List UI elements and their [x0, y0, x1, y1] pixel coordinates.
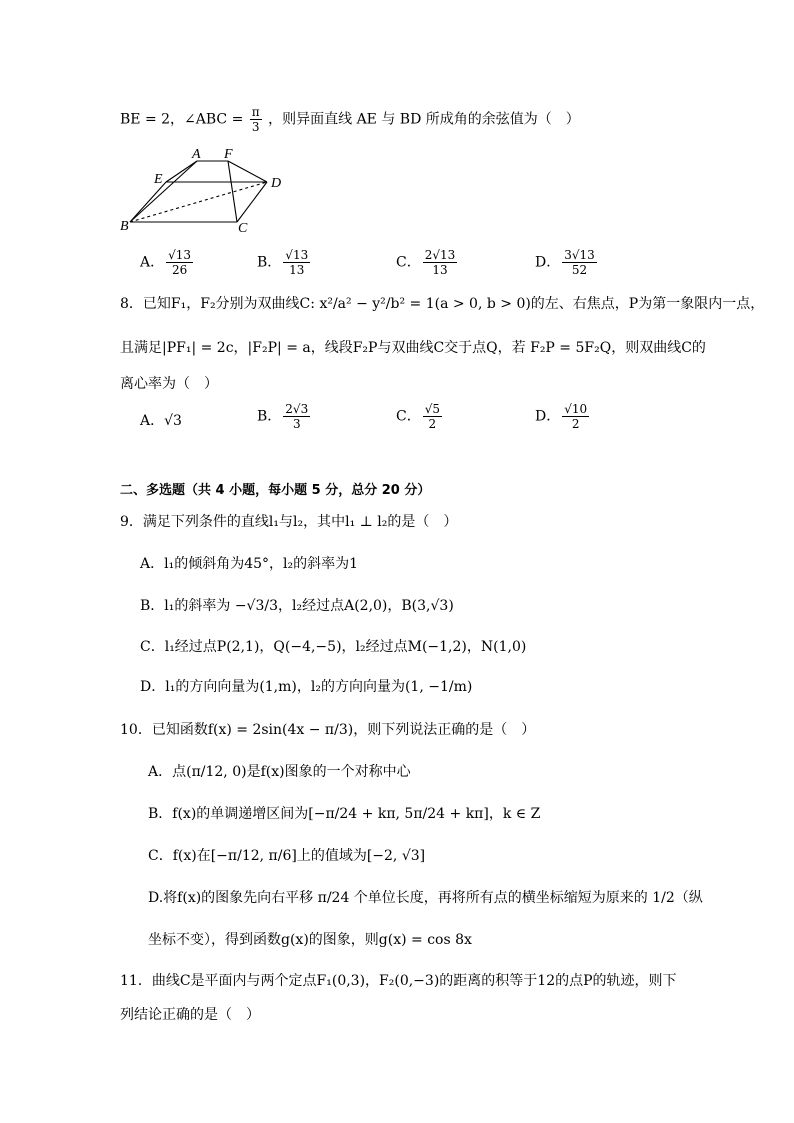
q10-stem: 10．已知函数f(x) = 2sin(4x − π/3)，则下列说法正确的是（ ） [120, 722, 536, 738]
label-A: A [192, 147, 201, 162]
edge-BD [130, 182, 267, 222]
q7-option-c: C． $\frac{2√13}{13}$ [396, 248, 456, 277]
q8-line3: 离心率为（ ） [120, 376, 218, 392]
label-F: F [224, 147, 233, 162]
edge-BA [130, 161, 197, 222]
q7-stem-post: ，则异面直线 AE 与 BD 所成角的余弦值为（ ） [268, 111, 580, 128]
q8-option-b: B． $\frac{2√3}{3}$ [257, 402, 309, 431]
q7-option-d: D． $\frac{3√13}{52}$ [535, 248, 595, 277]
edge-EA [166, 161, 197, 182]
q10-option-a: A．点(π/12, 0)是f(x)图象的一个对称中心 [148, 764, 411, 780]
q8-line1: 8．已知F₁，F₂分别为双曲线C: x²/a² − y²/b² = 1(a > 0, b > 0)的左、右焦点，P为第一象限内一点， [120, 296, 765, 312]
q9-option-a: A．l₁的倾斜角为45°，l₂的斜率为1 [140, 556, 359, 572]
q7-stem-pre: BE = 2，∠ABC = [120, 111, 244, 128]
label-C: C [238, 221, 248, 235]
q8-option-c: C． $\frac{√5}{2}$ [396, 402, 440, 431]
label-E: E [154, 172, 163, 187]
q7-stem-fraction: $\frac{\pi}{3}$ [251, 105, 260, 134]
q7-option-b: B． $\frac{√13}{13}$ [257, 248, 309, 277]
q7-figure [118, 145, 293, 235]
section2-heading: 二、多选题（共 4 小题，每小题 5 分，总分 20 分） [120, 483, 431, 498]
q8-option-a: A．√3 [140, 413, 182, 429]
q10-option-b: B．f(x)的单调递增区间为[−π/24 + kπ, 5π/24 + kπ]，k ∈ Z [148, 806, 541, 822]
q10-option-d-line1: D.将f(x)的图象先向右平移 π/24 个单位长度，再将所有点的横坐标缩短为原来的 1/2（纵 [148, 890, 703, 906]
edge-BE [130, 182, 166, 222]
q7-option-a: A． $\frac{√13}{26}$ [140, 248, 192, 277]
q11-line1: 11．曲线C是平面内与两个定点F₁(0,3)，F₂(0,−3)的距离的积等于12的点P的轨迹，则下 [120, 973, 677, 989]
q11-line2: 列结论正确的是（ ） [120, 1007, 260, 1023]
q9-stem: 9．满足下列条件的直线l₁与l₂，其中l₁ ⊥ l₂的是（ ） [120, 514, 458, 530]
q10-option-d-line2: 坐标不变），得到函数g(x)的图象，则g(x) = cos 8x [148, 932, 472, 948]
q9-option-d: D．l₁的方向向量为(1,m)，l₂的方向向量为(1, −1/m) [140, 679, 473, 695]
edge-DC [237, 182, 267, 222]
q8-line2: 且满足|PF₁| = 2c，|F₂P| = a，线段F₂P与双曲线C交于点Q，若 F₂P = 5F₂Q，则双曲线C的 [120, 340, 706, 356]
q9-option-b: B．l₁的斜率为 −√3/3，l₂经过点A(2,0)，B(3,√3) [140, 598, 454, 614]
label-D: D [271, 176, 282, 191]
q9-option-c: C．l₁经过点P(2,1)，Q(−4,−5)，l₂经过点M(−1,2)，N(1,0) [140, 639, 527, 655]
q8-option-d: D． $\frac{√10}{2}$ [535, 402, 588, 431]
q10-option-c: C．f(x)在[−π/12, π/6]上的值域为[−2, √3] [148, 848, 426, 864]
label-B: B [120, 219, 129, 234]
q7-stem [120, 105, 580, 134]
edge-FD [228, 161, 267, 182]
